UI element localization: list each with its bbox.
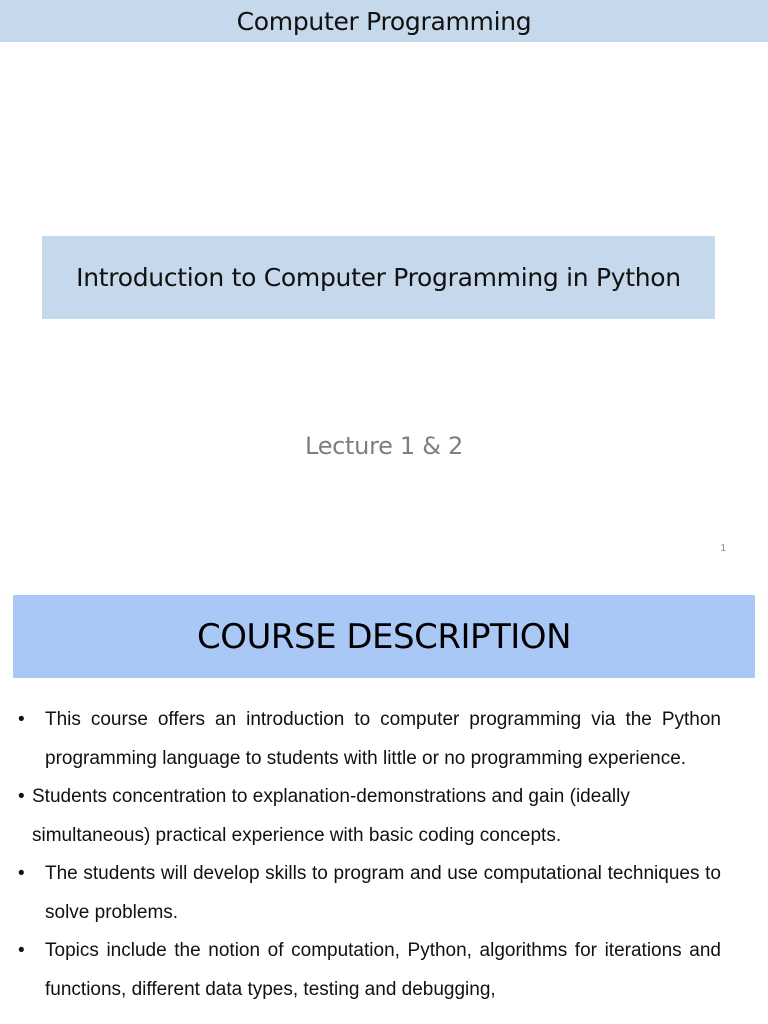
lecture-subtitle: Lecture 1 & 2 [305, 432, 463, 460]
course-header-bar [0, 0, 768, 42]
bullet-item [18, 932, 721, 1009]
course-description-slide [0, 578, 768, 1024]
bullet-marker: • [18, 709, 25, 730]
slide-title: Introduction to Computer Programming in Python [76, 263, 681, 292]
bullet-marker: • [18, 863, 25, 884]
bullet-item [18, 701, 721, 778]
bullet-text: This course offers an introduction to computer programming via the Python programming language to students with little or no programming experience. [45, 709, 721, 769]
bullet-text: The students will develop skills to program and use computational techniques to solve problems. [45, 863, 721, 923]
bullet-marker: • [18, 786, 25, 807]
bullet-text: Topics include the notion of computation, Python, algorithms for iterations and functions, different data types, testing and debugging, [45, 940, 721, 1000]
bullet-list [18, 701, 721, 1009]
bullet-item [18, 778, 721, 855]
bullet-marker: • [18, 940, 25, 961]
bullet-item [18, 855, 721, 932]
course-description-heading: COURSE DESCRIPTION [196, 616, 571, 657]
course-description-header [13, 595, 755, 678]
slide-number: 1 [720, 543, 726, 554]
bullet-text: Students concentration to explanation-demonstrations and gain (ideally simultaneous) practical experience with basic coding concepts. [32, 786, 630, 846]
course-header-text: Computer Programming [236, 6, 532, 36]
title-box [42, 236, 715, 319]
